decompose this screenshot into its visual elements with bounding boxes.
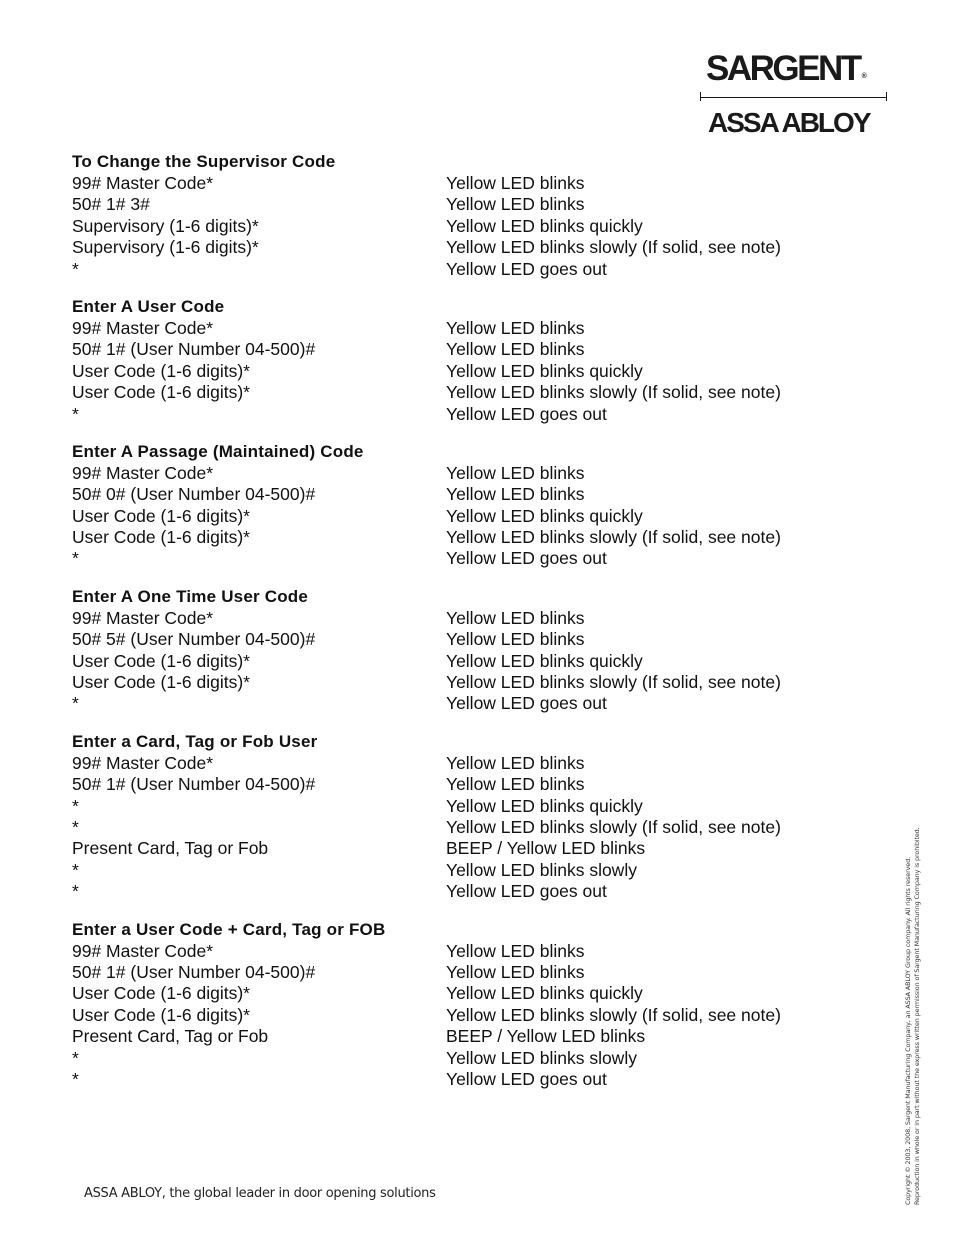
keypad-entry: User Code (1-6 digits)*: [72, 672, 250, 693]
led-response: Yellow LED blinks: [446, 607, 585, 628]
instruction-row: [72, 672, 832, 693]
section-heading: Enter a User Code + Card, Tag or FOB: [72, 919, 386, 939]
keypad-entry: Present Card, Tag or Fob: [72, 1026, 269, 1047]
instruction-row: [72, 318, 832, 339]
keypad-entry: *: [72, 881, 79, 902]
keypad-entry: 99# Master Code*: [72, 607, 214, 628]
instruction-row: [72, 1026, 832, 1047]
keypad-entry: *: [72, 548, 79, 569]
led-response: Yellow LED blinks slowly: [446, 859, 637, 880]
instruction-row: [72, 1005, 832, 1026]
keypad-entry: *: [72, 1047, 79, 1068]
led-response: Yellow LED blinks slowly (If solid, see note): [446, 527, 781, 548]
led-response: Yellow LED blinks: [446, 940, 585, 961]
instruction-section: [72, 731, 832, 903]
keypad-entry: *: [72, 795, 79, 816]
section-heading: To Change the Supervisor Code: [72, 152, 336, 171]
instruction-row: [72, 860, 832, 881]
keypad-entry: 99# Master Code*: [72, 173, 214, 193]
instruction-row: [72, 881, 832, 902]
led-response: Yellow LED blinks: [446, 339, 585, 360]
led-response: Yellow LED blinks quickly: [446, 983, 643, 1004]
keypad-entry: Supervisory (1-6 digits)*: [72, 237, 259, 258]
instruction-row: [72, 484, 832, 505]
keypad-entry: 50# 1# (User Number 04-500)#: [72, 339, 316, 360]
keypad-entry: User Code (1-6 digits)*: [72, 527, 250, 548]
keypad-entry: *: [72, 403, 79, 424]
instruction-sections: [72, 151, 832, 1106]
keypad-entry: 50# 5# (User Number 04-500)#: [72, 629, 316, 650]
led-response: Yellow LED blinks: [446, 629, 585, 650]
led-response: Yellow LED blinks: [446, 752, 585, 773]
led-response: Yellow LED goes out: [446, 548, 607, 569]
led-response: Yellow LED blinks: [446, 194, 585, 215]
instruction-row: [72, 361, 832, 382]
keypad-entry: *: [72, 1068, 79, 1089]
keypad-entry: User Code (1-6 digits)*: [72, 983, 250, 1004]
instruction-row: [72, 463, 832, 484]
instruction-row: [72, 382, 832, 403]
led-response: Yellow LED blinks slowly (If solid, see note): [446, 672, 781, 693]
led-response: Yellow LED blinks quickly: [446, 650, 643, 671]
keypad-entry: 99# Master Code*: [72, 462, 214, 483]
led-response: Yellow LED blinks: [446, 961, 585, 982]
instruction-row: [72, 194, 832, 215]
instruction-row: [72, 817, 832, 838]
keypad-entry: *: [72, 859, 79, 880]
led-response: Yellow LED blinks quickly: [446, 505, 643, 526]
led-response: Yellow LED goes out: [446, 881, 607, 902]
keypad-entry: User Code (1-6 digits)*: [72, 382, 250, 403]
led-response: Yellow LED blinks slowly: [446, 1047, 637, 1068]
instruction-row: [72, 506, 832, 527]
keypad-entry: User Code (1-6 digits)*: [72, 505, 250, 526]
instruction-row: [72, 259, 832, 280]
instruction-row: [72, 693, 832, 714]
keypad-entry: 99# Master Code*: [72, 940, 214, 961]
instruction-row: [72, 651, 832, 672]
logo-divider: [700, 97, 887, 98]
keypad-entry: *: [72, 816, 79, 837]
logo-subbrand: ASSA ABLOY: [708, 107, 870, 138]
instruction-row: [72, 173, 832, 194]
led-response: Yellow LED blinks: [446, 484, 585, 505]
instruction-row: [72, 339, 832, 360]
led-response: Yellow LED blinks quickly: [446, 360, 643, 381]
led-response: Yellow LED goes out: [446, 258, 607, 279]
keypad-entry: User Code (1-6 digits)*: [72, 1004, 250, 1025]
instruction-row: [72, 1069, 832, 1090]
keypad-entry: *: [72, 258, 79, 279]
led-response: BEEP / Yellow LED blinks: [446, 1026, 646, 1047]
instruction-row: [72, 796, 832, 817]
instruction-row: [72, 941, 832, 962]
keypad-entry: Supervisory (1-6 digits)*: [72, 215, 259, 236]
keypad-entry: 99# Master Code*: [72, 317, 214, 338]
instruction-row: [72, 527, 832, 548]
led-response: Yellow LED goes out: [446, 693, 607, 714]
keypad-entry: 99# Master Code*: [72, 752, 214, 773]
keypad-entry: User Code (1-6 digits)*: [72, 650, 250, 671]
instruction-row: [72, 404, 832, 425]
keypad-entry: Present Card, Tag or Fob: [72, 838, 269, 859]
led-response: BEEP / Yellow LED blinks: [446, 838, 646, 859]
instruction-row: [72, 774, 832, 795]
instruction-row: [72, 983, 832, 1004]
led-response: Yellow LED blinks slowly (If solid, see note): [446, 237, 781, 258]
copyright-line: Reproduction in whole or in part without the express written permission of Sargent Manufacturing Company is prohibited.: [913, 827, 921, 1205]
instruction-section: [72, 586, 832, 715]
keypad-entry: 50# 1# (User Number 04-500)#: [72, 961, 316, 982]
instruction-row: [72, 237, 832, 258]
led-response: Yellow LED blinks slowly (If solid, see note): [446, 816, 781, 837]
keypad-entry: 50# 1# (User Number 04-500)#: [72, 774, 316, 795]
instruction-row: [72, 548, 832, 569]
section-heading: Enter a Card, Tag or Fob User: [72, 731, 318, 751]
keypad-entry: User Code (1-6 digits)*: [72, 360, 250, 381]
led-response: Yellow LED blinks: [446, 774, 585, 795]
section-heading: Enter A One Time User Code: [72, 586, 309, 606]
led-response: Yellow LED goes out: [446, 1068, 607, 1089]
led-response: Yellow LED blinks: [446, 317, 585, 338]
instruction-section: [72, 441, 832, 570]
instruction-row: [72, 608, 832, 629]
section-heading: Enter A Passage (Maintained) Code: [72, 441, 364, 461]
keypad-entry: 50# 0# (User Number 04-500)#: [72, 484, 316, 505]
copyright-line: Copyright © 2003, 2008, Sargent Manufacturing Company, an ASSA ABLOY Group company. All rights reserved.: [904, 856, 912, 1205]
instruction-row: [72, 629, 832, 650]
led-response: Yellow LED blinks quickly: [446, 795, 643, 816]
instruction-row: [72, 1048, 832, 1069]
instruction-section: [72, 296, 832, 425]
keypad-entry: 50# 1# 3#: [72, 194, 150, 215]
led-response: Yellow LED blinks: [446, 462, 585, 483]
footer-tagline: ASSA ABLOY, the global leader in door opening solutions: [84, 1186, 436, 1201]
logo-brand: SARGENT ®: [706, 49, 867, 88]
led-response: Yellow LED blinks: [446, 173, 585, 193]
instruction-row: [72, 962, 832, 983]
instruction-row: [72, 838, 832, 859]
led-response: Yellow LED goes out: [446, 403, 607, 424]
keypad-entry: *: [72, 693, 79, 714]
instruction-row: [72, 216, 832, 237]
led-response: Yellow LED blinks slowly (If solid, see note): [446, 382, 781, 403]
instruction-section: [72, 919, 832, 1091]
section-heading: Enter A User Code: [72, 296, 225, 316]
copyright-notice: [904, 785, 922, 1205]
led-response: Yellow LED blinks quickly: [446, 215, 643, 236]
led-response: Yellow LED blinks slowly (If solid, see note): [446, 1004, 781, 1025]
sargent-assa-abloy-logo: [700, 50, 890, 140]
instruction-section: [72, 151, 832, 280]
instruction-row: [72, 753, 832, 774]
